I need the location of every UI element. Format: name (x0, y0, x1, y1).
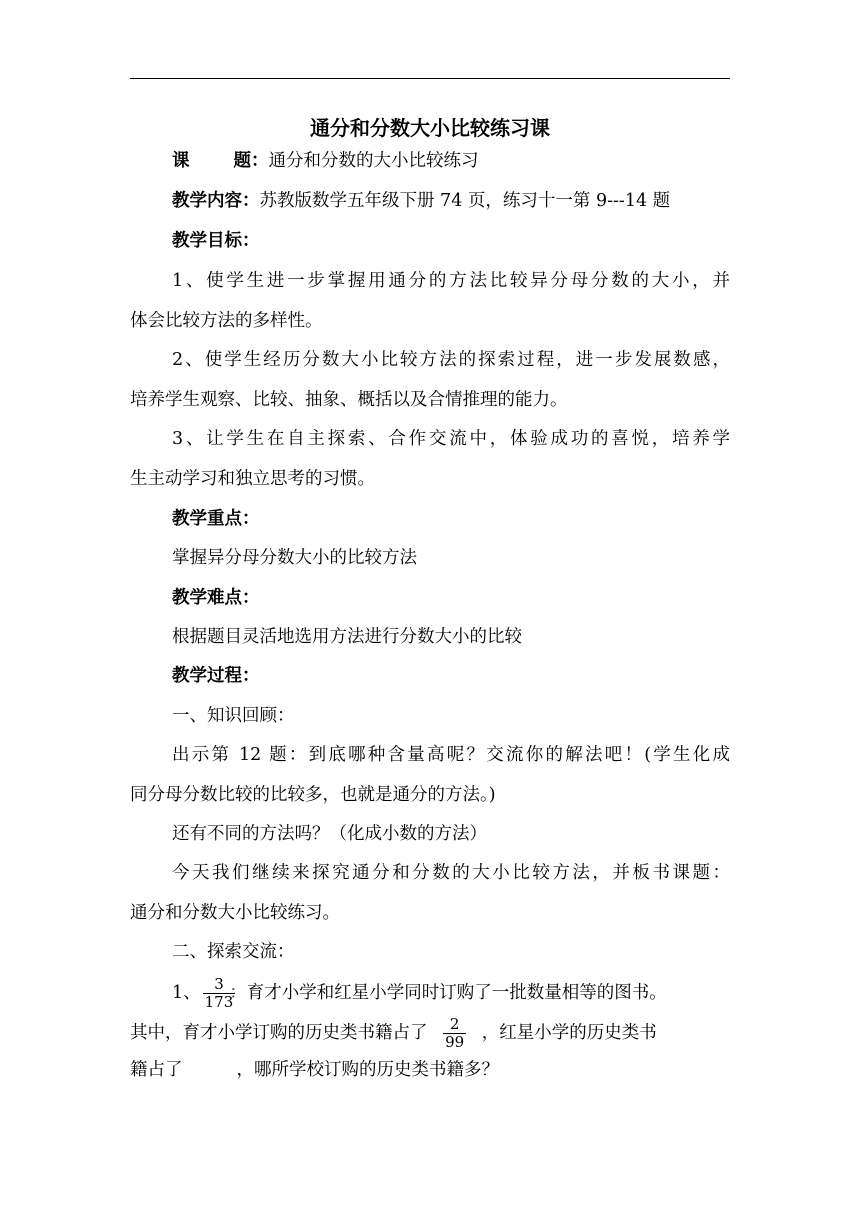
exercise-1-text: 育才小学和红星小学同时订购了一批数量相等的图书。 (246, 983, 667, 1003)
goal-3-line-2: 生主动学习和独立思考的习惯。 (130, 469, 375, 489)
header-rule (130, 78, 730, 79)
goal-2-line-2: 培养学生观察、比较、抽象、概括以及合情推理的能力。 (130, 390, 568, 410)
goal-2-line-1: 2、使学生经历分数大小比较方法的探索过程，进一步发展数感， (172, 350, 730, 370)
fraction-2-99 (443, 1016, 466, 1051)
topic-value: 通分和分数的大小比较练习 (268, 151, 479, 171)
review-paragraph-line-2: 同分母分数比较的比较多，也就是通分的方法。) (130, 785, 496, 805)
key-point-label: 教学重点： (172, 509, 260, 529)
intro-paragraph-line-1: 今天我们继续来探究通分和分数的大小比较方法，并板书课题： (172, 863, 730, 883)
exercise-1-line-2-post: ，红星小学的历史类书 (481, 1023, 657, 1043)
topic-line (172, 147, 730, 175)
goal-3-line-1: 3、让学生在自主探索、合作交流中，体验成功的喜悦，培养学 (172, 429, 730, 449)
fraction-denominator: 173 (204, 993, 234, 1011)
review-paragraph-line-1: 出示第 12 题：到底哪种含量高呢？交流你的解法吧！(学生化成 (172, 745, 730, 765)
other-method-line: 还有不同的方法吗？（化成小数的方法） (172, 824, 487, 844)
document-title: 通分和分数大小比较练习课 (310, 116, 550, 140)
goals-label: 教学目标： (172, 231, 260, 251)
intro-paragraph-line-2: 通分和分数大小比较练习。 (130, 903, 340, 923)
exercise-1-line-3-post: ，哪所学校订购的历史类书籍多？ (236, 1060, 499, 1080)
exercise-1-line-3-pre: 籍占了 (130, 1060, 183, 1080)
fraction-numerator: 2 (449, 1015, 460, 1033)
key-point-value: 掌握异分母分数大小的比较方法 (172, 548, 417, 568)
goal-1-line-1: 1、使学生进一步掌握用通分的方法比较异分母分数的大小，并 (172, 271, 730, 291)
content-value: 苏教版数学五年级下册 74 页，练习十一第 9---14 题 (259, 191, 671, 211)
exercise-1-line-2 (130, 1016, 730, 1051)
exercise-1-number: 1、 (172, 983, 201, 1003)
exercise-1-line-2-pre: 其中，育才小学订购的历史类书籍占了 (130, 1023, 428, 1043)
process-label: 教学过程： (172, 666, 260, 686)
exercise-1-colon: ： (229, 983, 247, 1003)
difficulty-label: 教学难点： (172, 588, 260, 608)
content-line (172, 187, 730, 215)
content-label: 教学内容： (172, 191, 260, 211)
goal-1-line-2: 体会比较方法的多样性。 (130, 311, 323, 331)
section-1-heading: 一、知识回顾： (172, 706, 295, 726)
section-2-heading: 二、探索交流： (172, 942, 295, 962)
fraction-numerator: 3 (214, 975, 224, 993)
topic-label-a: 课 (172, 151, 190, 171)
exercise-1-line-1 (172, 976, 730, 1011)
fraction-denominator: 99 (445, 1033, 465, 1051)
exercise-1-line-3 (130, 1056, 730, 1084)
topic-label-b: 题： (233, 151, 269, 171)
difficulty-value: 根据题目灵活地选用方法进行分数大小的比较 (172, 627, 522, 647)
